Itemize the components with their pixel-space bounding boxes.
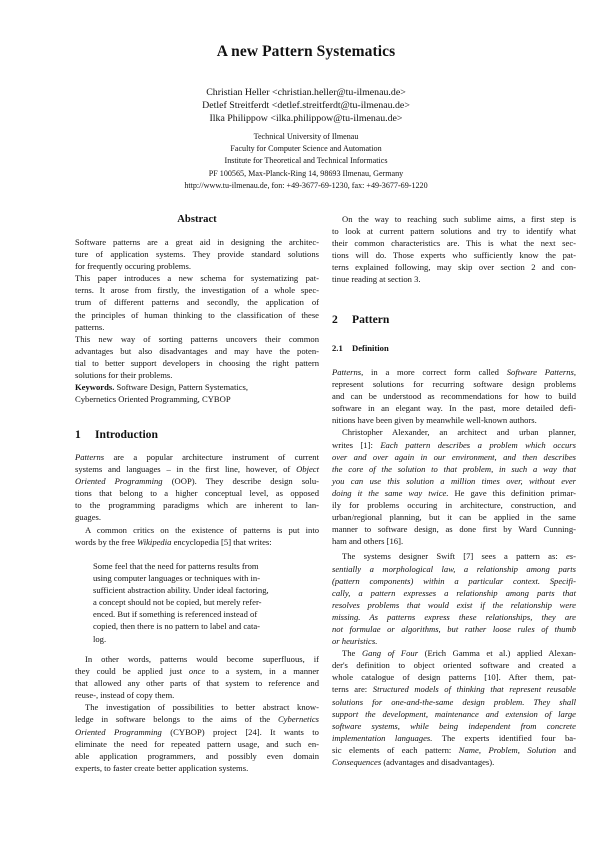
text-span: and <box>556 744 576 755</box>
text-italic: Problem <box>488 744 518 755</box>
text-line: This paper introduces a new schema for systematizing pat- <box>75 273 319 284</box>
text-line: eliminate the need for repeated pattern usage, and such en- <box>75 738 319 749</box>
text-line: resolves problems that would exist if the relationship were <box>332 599 576 610</box>
text-line: ham and others [16]. <box>332 536 404 547</box>
text-span: The <box>342 648 362 659</box>
keywords-label: Keywords. <box>75 382 115 393</box>
text-italic: implementation languages. <box>332 732 433 743</box>
text-italic: Each pattern describes a problem which occurs <box>380 439 576 450</box>
text-span: sic elements of each pattern: <box>332 744 459 755</box>
quote-line: using computer languages or techniques with in- <box>93 573 261 584</box>
text-span: to a system, in a manner <box>205 666 319 677</box>
text-span: terns are: <box>332 684 373 695</box>
text-line: Software patterns are a great aid in designing the architec- <box>75 237 319 247</box>
text-span: (OOP). They describe design solu- <box>162 476 319 487</box>
text-line <box>332 732 576 744</box>
text-line: that allowed any other parts of that system to reference and <box>75 678 319 689</box>
right-intro-paragraph <box>332 213 576 286</box>
text-line <box>75 665 319 677</box>
text-span: The systems designer Swift [7] sees a pattern as: <box>342 551 566 562</box>
quote-line: a concept should not be copied, but merely refer- <box>93 597 262 608</box>
keywords-line: Cybernetics Oriented Programming, CYBOP <box>75 394 231 405</box>
text-line: their common characteristics are. This is what the next sec- <box>332 238 576 249</box>
text-line: to look at current pattern solutions and try to identify what <box>332 226 576 237</box>
text-line: and can be understood as recommendations for how to build <box>332 391 576 402</box>
text-line: reuse-, instead of copy them. <box>75 690 175 701</box>
text-span: The experts identified four ba- <box>432 732 576 743</box>
text-line <box>75 463 319 475</box>
affiliation-line: Institute for Theoretical and Technical Informatics <box>224 156 388 166</box>
text-line <box>75 536 319 548</box>
text-italic: Structured models of thinking that represent reusable <box>372 684 576 695</box>
text-line: manner to software design, as done first by Ward Cunning- <box>332 524 576 535</box>
text-line: Patterns, in a more correct form called Software Patterns, <box>332 367 576 377</box>
text-line: urban/regional planning, but it can be applied in the same <box>332 512 576 523</box>
affiliation-line: Technical University of Ilmenau <box>253 132 359 141</box>
text-span: systems and languages – in the first line, however, of <box>75 464 297 475</box>
text-line: advantages but also disadvantages and may have the poten- <box>75 345 319 356</box>
author-list <box>0 86 612 126</box>
text-italic: Patterns <box>332 367 362 377</box>
text-span: words by the free <box>75 536 138 547</box>
text-line: tinue reading at section 3. <box>332 274 421 285</box>
affiliation-line: Faculty for Computer Science and Automation <box>230 144 382 154</box>
text-line: software in an elegant way. In the past, more detailed defi- <box>332 403 576 414</box>
text-italic: once <box>188 666 206 677</box>
quote-line: log. <box>93 633 107 644</box>
text-italic: Cybernetics <box>277 714 319 725</box>
text-line: support the development, maintenance and extension of large <box>332 708 576 719</box>
text-line: patterns. <box>75 321 105 332</box>
quote-line: Some feel that the need for patterns results from <box>93 561 259 571</box>
text-span: , <box>478 744 489 755</box>
author-line: Christian Heller <christian.heller@tu-ilmenau.de> <box>206 87 406 98</box>
text-span: encyclopedia [5] that writes: <box>171 536 272 547</box>
text-line <box>332 487 576 499</box>
quote-line: sufficient abstraction ability. Under ideal factoring, <box>93 585 269 596</box>
text-line: terns explained following, may skip over section 2 and con- <box>332 262 576 273</box>
text-line: This new way of sorting patterns uncovers their common <box>75 333 319 344</box>
paper-title: A new Pattern Systematics <box>216 43 396 60</box>
text-line <box>332 683 576 695</box>
affiliation-line: PF 100565, Max-Planck-Ring 14, 98693 Ilmenau, Germany <box>208 168 404 178</box>
keywords-line <box>75 381 319 393</box>
subsection-number: 2.1 <box>332 343 343 353</box>
text-span: , <box>517 744 528 755</box>
quote-line: enced. But if something is referenced instead of <box>93 609 258 620</box>
text-italic: Wikipedia <box>137 536 172 547</box>
text-line <box>332 647 576 659</box>
text-italic: Solution <box>527 744 557 755</box>
subsection-heading-definition <box>332 343 389 353</box>
text-span: they could be applied just <box>75 666 189 677</box>
text-line <box>332 756 576 768</box>
text-line: The investigation of possibilities to better abstract know- <box>85 702 319 713</box>
text-line: tions will do. Those experts who sufficiently know the pat- <box>332 250 576 261</box>
text-span: ledge in software belongs to the aims of the <box>75 714 278 725</box>
quote-line: copied, then there is no pattern to label and cata- <box>93 621 261 632</box>
text-line: not formulae or algorithms, but rather loose rules of thumb <box>332 623 576 634</box>
abstract-heading: Abstract <box>177 214 217 225</box>
text-line <box>75 726 319 738</box>
text-italic: Software Patterns <box>506 367 574 377</box>
section-number: 1 <box>75 428 81 441</box>
section-number: 2 <box>332 313 338 326</box>
text-span: (CYBOP) project [24]. It wants to <box>170 726 319 737</box>
text-line: missing. As patterns express these relationships, they are <box>332 611 576 622</box>
text-italic: Oriented Programming <box>75 726 162 737</box>
text-line: ily for problems occuring in architecture, construction, and <box>332 500 576 511</box>
text-italic: Object <box>296 464 319 475</box>
text-line: solutions for their problems. <box>75 370 173 381</box>
text-italic: Oriented Programming <box>75 476 163 487</box>
text-span: , in a more correct form called <box>361 367 507 377</box>
text-line: represent solutions for recurring software design problems <box>332 379 576 390</box>
text-line: nitions have been given by meanwhile well-known authors. <box>332 415 537 426</box>
text-line <box>332 550 576 562</box>
text-line: you can use this solution a million times over, without ever <box>332 475 576 486</box>
text-italic: es- <box>565 551 576 562</box>
abstract-body <box>75 236 319 405</box>
text-italic: doing it the same way twice. <box>332 487 449 498</box>
text-italic: Name <box>458 744 479 755</box>
affiliation-block <box>0 131 612 192</box>
text-italic: Gang of Four <box>361 648 419 659</box>
text-line: to the programming paradigms which are inherent to lan- <box>75 500 319 511</box>
text-line: software systems, while being independent from concrete <box>332 720 576 731</box>
affiliation-line: http://www.tu-ilmenau.de, fon: +49-3677-69-1230, fax: +49-3677-69-1220 <box>184 180 428 190</box>
text-line: Christopher Alexander, an architect and urban planner, <box>342 427 576 438</box>
text-line: A common critics on the existence of patterns is put into <box>85 524 319 535</box>
text-line <box>75 713 319 725</box>
text-line: for frequently occuring problems. <box>75 261 191 272</box>
text-line: In other words, patterns would become superfluous, if <box>85 654 319 664</box>
block-quote <box>93 560 313 645</box>
text-line: terns. It arose from firstly, the investigation of a whole spec- <box>75 285 319 296</box>
text-line: cally, a pattern expresses a relationship among parts that <box>332 587 576 598</box>
text-line: tial to better support developers in choosing the right pattern <box>75 357 319 368</box>
text-line: solutions for one-and-the-same design problem. They shall <box>332 696 576 707</box>
text-line: (pattern components) within a particular context. Specifi- <box>332 575 576 586</box>
text-line: guages. <box>75 512 102 523</box>
text-span: He gave this definition primar- <box>448 487 576 498</box>
text-line: der's definition to object oriented software and created a <box>332 660 576 671</box>
text-line: ture of application systems. They provide standard solutions <box>75 249 319 260</box>
section-title: Introduction <box>95 428 158 441</box>
intro-paragraph-3 <box>75 653 319 774</box>
text-line: On the way to reaching such sublime aims, a first step is <box>342 214 576 224</box>
text-line: tions that belong to a higher conceptual level, as opposed <box>75 488 319 499</box>
text-span: writes [1]: <box>332 439 381 450</box>
text-span: are a popular architecture instrument of current <box>104 452 319 462</box>
pattern-definition-body <box>332 366 576 768</box>
author-line: Detlef Streitferdt <detlef.streitferdt@tu-ilmenau.de> <box>202 100 410 112</box>
text-line: whole catalogue of design patterns [10]. After them, pat- <box>332 672 576 683</box>
text-line: the core of the solution to that problem, in such a way that <box>332 463 576 474</box>
subsection-title: Definition <box>352 343 389 353</box>
text-line: experts, to faster create better application systems. <box>75 762 249 773</box>
intro-paragraph-1 <box>75 451 319 548</box>
section-heading-introduction <box>75 428 158 441</box>
text-span: (Erich Gamma et al.) applied Alexan- <box>418 648 577 659</box>
text-line: over and over again in our environment, and then describes <box>332 451 576 462</box>
text-line: sentially a morphological law, a relationship among parts <box>332 563 576 574</box>
section-heading-pattern <box>332 313 389 326</box>
text-line: trum of different patterns and secondly, the application of <box>75 297 319 308</box>
text-italic: Patterns <box>75 452 105 462</box>
text-line <box>332 439 576 451</box>
text-line <box>75 475 319 487</box>
text-line: able application programmers, and possibly even domain <box>75 750 319 761</box>
keywords-text: Software Design, Pattern Systematics, <box>114 382 249 393</box>
text-line: or heuristics. <box>332 636 378 647</box>
text-line: the principles of human thinking to the classification of these <box>75 309 319 320</box>
text-line <box>75 451 319 463</box>
text-span: (advantages and disadvantages). <box>381 757 495 767</box>
section-title: Pattern <box>352 313 390 326</box>
author-line: Ilka Philippow <ilka.philippow@tu-ilmenau.de> <box>209 113 403 125</box>
text-italic: Consequences <box>332 757 382 767</box>
text-line <box>332 744 576 756</box>
